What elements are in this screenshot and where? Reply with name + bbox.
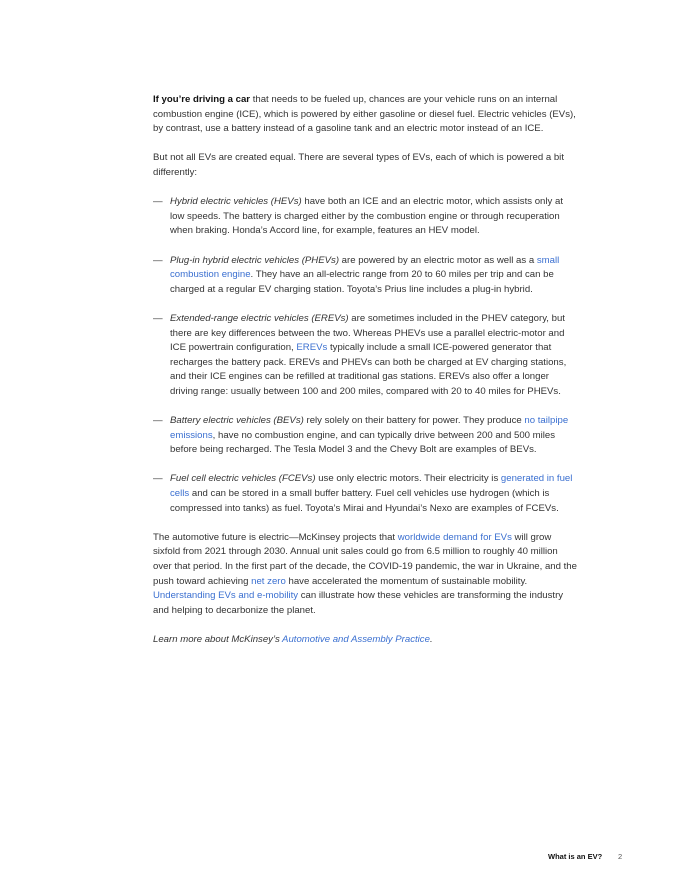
erevs-link[interactable]: EREVs — [296, 342, 328, 354]
bullet-dash: — — [153, 415, 163, 427]
understanding-evs-link[interactable]: Understanding EVs and e-mobility — [153, 590, 299, 602]
outlook-text-4: can illustrate how these vehicles are transforming the industry and helping to decarbonize the planet. — [153, 590, 564, 616]
outlook-text-3: have accelerated the momentum of sustainable mobility. — [285, 575, 528, 587]
phev-text-1: are powered by an electric motor as well as a — [339, 254, 537, 266]
fcev-text-2: and can be stored in a small buffer battery. Fuel cell vehicles use hydrogen (which is compressed into tanks) as fuel. Toyota’s Mirai and Hyundai’s Nexo are examples of FCEVs. — [170, 488, 559, 514]
learn-more-end: . — [429, 633, 433, 645]
learn-more-text: Learn more about McKinsey’s — [153, 633, 283, 645]
types-intro-paragraph: But not all EVs are created equal. There are several types of EVs, each of which is powered a bit differently: — [153, 152, 564, 178]
fcev-text-1: use only electric motors. Their electricity is — [315, 473, 501, 485]
intro-paragraph — [153, 93, 577, 137]
list-item-fcev — [153, 472, 577, 516]
phev-text-2: . They have an all-electric range from 20 to 60 miles per trip and can be charged at a regular EV charging station. Toyota’s Prius line includes a plug-in hybrid. — [170, 269, 554, 295]
article-body — [153, 93, 577, 662]
list-item-phev — [153, 254, 577, 298]
net-zero-link[interactable]: net zero — [251, 575, 286, 587]
outlook-paragraph — [153, 531, 577, 619]
erev-text-1: are sometimes included in the PHEV category, but there are key differences between the two. Whereas PHEVs use a parallel electric-motor and ICE powertrain configuration, — [170, 312, 565, 354]
worldwide-demand-link[interactable]: worldwide demand for EVs — [397, 531, 512, 543]
erev-text-2: typically include a small ICE-powered generator that recharges the battery pack. EREVs and PHEVs can both be charged at EV charging stations, and their ICE engines can be refilled at traditional gas stations. EREVs also offer a longer driving range: usually between 100 and 200 miles, compared with 20 to 40 miles for PHEVs. — [170, 342, 567, 397]
ev-types-list — [153, 195, 577, 516]
list-item-bev — [153, 414, 577, 458]
generated-in-fuel-cells-link[interactable]: generated in fuel cells — [170, 473, 573, 500]
hev-text: have both an ICE and an electric motor, which assists only at low speeds. The battery is charged either by the combustion engine or through recuperation when braking. Honda’s Accord line, for example, features an HEV model. — [170, 196, 563, 237]
no-tailpipe-emissions-link[interactable]: no tailpipe emissions — [170, 415, 569, 441]
bev-text-2: , have no combustion engine, and can typically drive between 200 and 500 miles before being recharged. The Tesla Model 3 and the Chevy Bolt are examples of BEVs. — [170, 429, 556, 456]
bullet-dash: — — [153, 196, 163, 208]
list-item-hev — [153, 195, 577, 239]
hev-term: Hybrid electric vehicles (HEVs) — [170, 196, 302, 208]
list-item-erev — [153, 312, 577, 400]
outlook-text-1: The automotive future is electric—McKinsey projects that — [153, 531, 398, 543]
outlook-text-2: will grow sixfold from 2021 through 2030. Annual unit sales could go from 6.5 million to roughly 40 million over that period. In the first part of the decade, the COVID-19 pandemic, the war in Ukraine, and the push toward achieving — [153, 531, 577, 587]
automotive-practice-link[interactable] — [282, 634, 430, 645]
footer-title: What is an EV? — [548, 852, 603, 861]
erev-term: Extended-range electric vehicles (EREVs) — [170, 312, 349, 324]
bullet-dash: — — [153, 254, 163, 266]
small-combustion-engine-link[interactable]: small combustion engine — [170, 254, 560, 281]
phev-term: Plug-in hybrid electric vehicles (PHEVs) — [170, 254, 340, 266]
bullet-dash: — — [153, 473, 163, 485]
bullet-dash: — — [153, 312, 163, 324]
bev-term: Battery electric vehicles (BEVs) — [170, 415, 304, 427]
fcev-term: Fuel cell electric vehicles (FCEVs) — [170, 473, 316, 485]
intro-lead: If you’re driving a car — [153, 94, 251, 105]
learn-more-paragraph — [153, 633, 577, 648]
automotive-practice-link-text: Automotive and Assembly Practice — [282, 633, 430, 645]
bev-text-1: rely solely on their battery for power. They produce — [303, 415, 525, 427]
page-number: 2 — [618, 852, 623, 861]
intro-text: that needs to be fueled up, chances are your vehicle runs on an internal combustion engine (ICE), which is powered by either gasoline or diesel fuel. Electric vehicles (EVs), by contrast, use a battery instead of a gasoline tank and an electric motor instead of an ICE. — [153, 94, 576, 135]
